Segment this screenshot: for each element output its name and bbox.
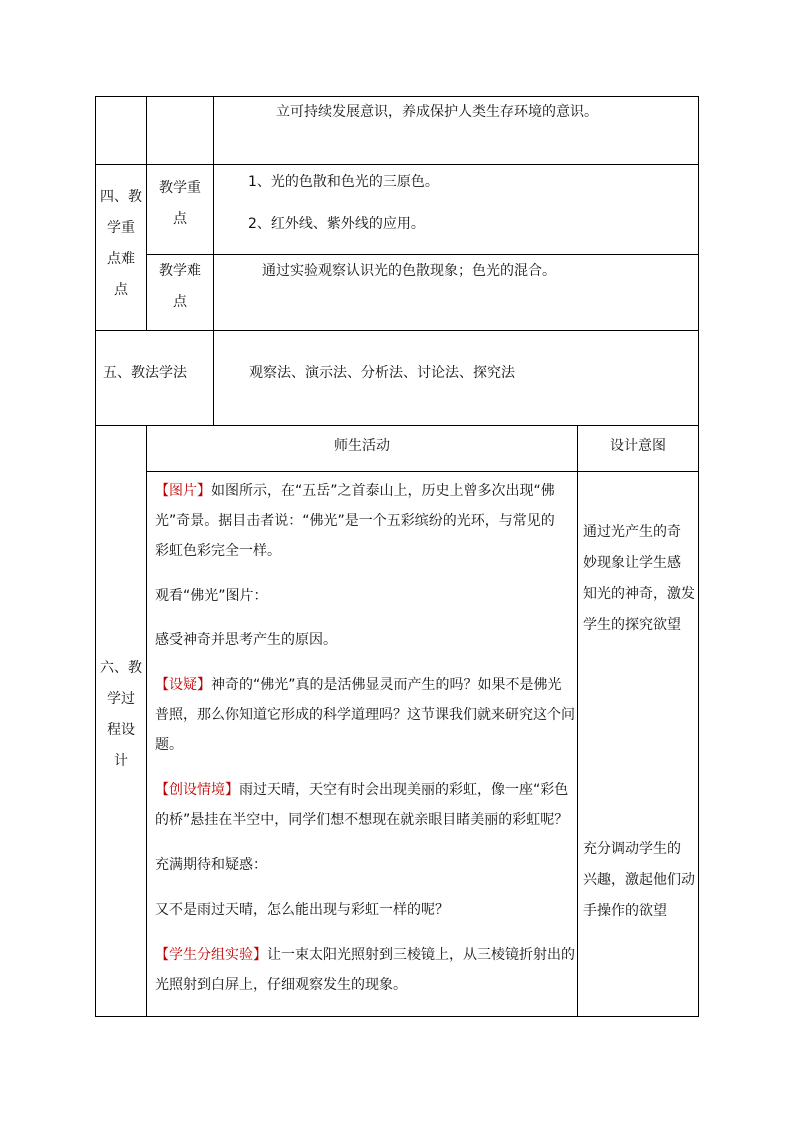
paragraph-line: 普照，那么你知道它形成的科学道理吗？这节课我们就来研究这个问 (155, 707, 575, 723)
paragraph-line: 光照射到白屏上，仔细观察发生的现象。 (155, 977, 407, 993)
focus-label-line: 教学重 (159, 180, 201, 196)
section-label-line: 点难 (107, 251, 135, 267)
difficulty-text: 通过实验观察认识光的色散现象；色光的混合。 (262, 263, 556, 279)
difficulty-label-line: 点 (173, 294, 187, 310)
col-divider-2 (213, 96, 214, 425)
scenario-tag: 【创设情境】 (155, 782, 239, 798)
section-label-line: 六、教 (100, 660, 142, 676)
intent-line: 妙现象让学生感 (583, 555, 681, 571)
intent-line: 手操作的欲望 (583, 903, 667, 919)
intent-line: 兴趣，激起他们动 (583, 872, 695, 888)
focus-item: 1、光的色散和色光的三原色。 (248, 174, 439, 190)
row-border-1 (95, 164, 699, 165)
col-divider-4 (577, 425, 578, 1017)
intent-line: 充分调动学生的 (583, 841, 681, 857)
picture-tag: 【图片】 (155, 483, 211, 499)
activity-paragraph: 观看“佛光”图片： (155, 588, 268, 604)
row-border-3 (95, 330, 699, 331)
paragraph-line: 如图所示，在“五岳”之首泰山上，历史上曾多次出现“佛 (211, 483, 555, 499)
activity-paragraph: 充满期待和疑惑： (155, 857, 267, 873)
activity-paragraph (155, 944, 575, 966)
intent-line: 学生的探究欲望 (583, 617, 681, 633)
row-border-5 (146, 471, 699, 472)
table-border-right (698, 96, 699, 1017)
paragraph-line: 彩虹色彩完全一样。 (155, 543, 281, 559)
activity-paragraph (155, 674, 562, 696)
difficulty-label-line: 教学难 (159, 263, 201, 279)
section-label-line: 学过 (107, 691, 135, 707)
intent-line: 通过光产生的奇 (583, 524, 681, 540)
section-label-line: 四、教 (100, 189, 142, 205)
activity-paragraph: 又不是雨过天晴，怎么能出现与彩虹一样的呢？ (155, 902, 449, 918)
activity-column-header: 师生活动 (334, 438, 390, 454)
row-border-4 (95, 425, 699, 426)
paragraph-line: 让一束太阳光照射到三棱镜上，从三棱镜折射出的 (267, 947, 575, 963)
focus-item: 2、红外线、紫外线的应用。 (248, 216, 425, 232)
section-label-line: 计 (114, 753, 128, 769)
experiment-tag: 【学生分组实验】 (155, 947, 267, 963)
paragraph-line: 的桥”悬挂在半空中，同学们想不想现在就亲眼目睹美丽的彩虹呢？ (155, 812, 569, 828)
intent-column-header: 设计意图 (610, 438, 666, 454)
paragraph-line: 光”奇景。据目击者说：“佛光”是一个五彩缤纷的光环，与常见的 (155, 513, 555, 529)
activity-paragraph (155, 779, 568, 801)
row-border-2 (146, 254, 699, 255)
paragraph-line: 神奇的“佛光”真的是活佛显灵而产生的吗？如果不是佛光 (211, 677, 562, 693)
activity-paragraph (155, 480, 555, 502)
methods-text: 观察法、演示法、分析法、讨论法、探究法 (249, 365, 515, 381)
row-border-top (95, 96, 699, 97)
col-divider-3 (146, 425, 147, 1017)
section-label-line: 学重 (107, 220, 135, 236)
intent-line: 知光的神奇，激发 (583, 586, 695, 602)
section-label-line: 点 (114, 282, 128, 298)
paragraph-line: 题。 (155, 737, 183, 753)
row1-text: 立可持续发展意识，养成保护人类生存环境的意识。 (276, 104, 598, 120)
question-tag: 【设疑】 (155, 677, 211, 693)
activity-paragraph: 感受神奇并思考产生的原因。 (155, 632, 337, 648)
row-border-bottom (95, 1016, 699, 1017)
focus-label-line: 点 (173, 211, 187, 227)
methods-section-label: 五、教法学法 (103, 365, 187, 381)
paragraph-line: 雨过天晴，天空有时会出现美丽的彩虹，像一座“彩色 (239, 782, 569, 798)
section-label-line: 程设 (107, 722, 135, 738)
